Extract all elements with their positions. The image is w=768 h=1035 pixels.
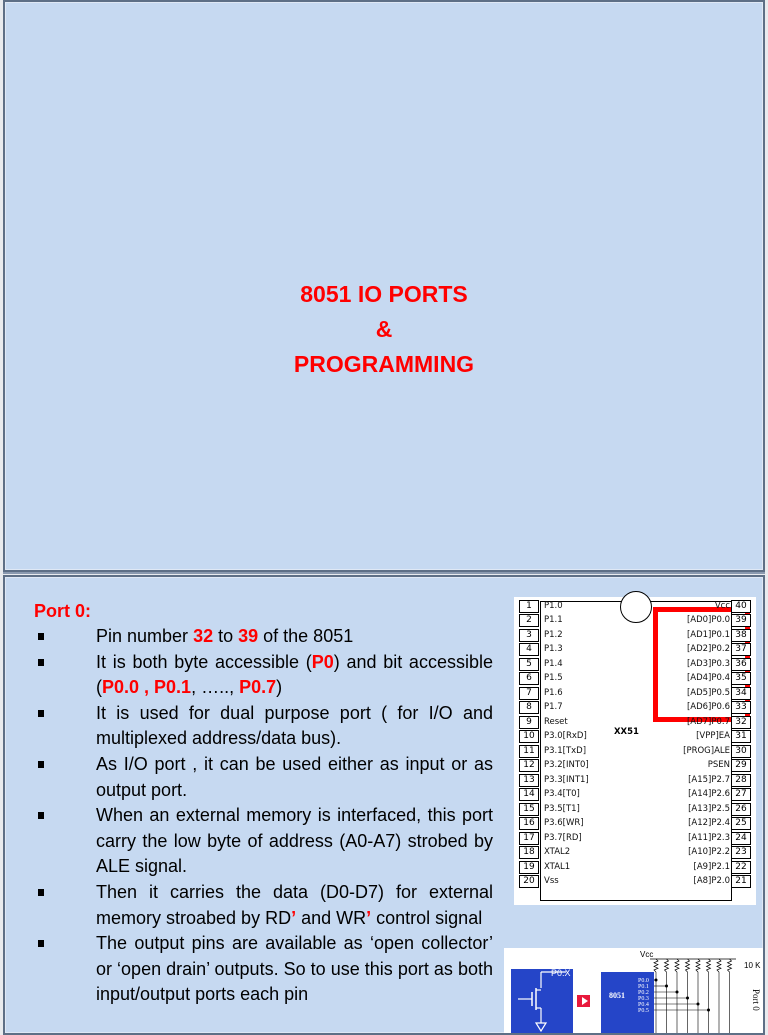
pin-label: [AD3]P0.3 xyxy=(686,658,730,669)
chip-notch xyxy=(620,591,652,623)
pin-label: [AD7]P0.7 xyxy=(686,716,730,727)
pin-number: 19 xyxy=(519,861,539,874)
pin-number: 33 xyxy=(731,701,751,714)
resistor-icon xyxy=(707,959,711,972)
pin-label: XTAL2 xyxy=(544,847,571,857)
pin-number: 10 xyxy=(519,730,539,743)
pin-number: 6 xyxy=(519,672,539,685)
bullet-text: It is both byte accessible ( xyxy=(96,651,312,672)
pin-number: 2 xyxy=(519,614,539,627)
pin-label: PSEN xyxy=(707,760,730,770)
pin-number: 24 xyxy=(731,832,751,845)
pin-label: P3.5[T1] xyxy=(544,803,580,814)
resistor-icon xyxy=(665,959,669,972)
highlight-text: ’ xyxy=(291,907,297,928)
pin-number: 4 xyxy=(519,643,539,656)
bullet-item xyxy=(33,624,493,650)
pin-label: [AD0]P0.0 xyxy=(686,615,730,625)
pin-number: 14 xyxy=(519,788,539,801)
title-slide xyxy=(3,0,765,572)
pin-number: 12 xyxy=(519,759,539,772)
circuit-pin: P0.3 xyxy=(638,996,649,1002)
title-line: & xyxy=(375,316,393,342)
bullet-list xyxy=(33,624,493,1008)
pin-number: 8 xyxy=(519,701,539,714)
pin-label: P1.0 xyxy=(544,600,563,611)
pin-number: 5 xyxy=(519,658,539,671)
bullet-text: When an external memory is interfaced, this port carry the low byte of address (A0-A7) strobed by ALE signal. xyxy=(96,805,493,877)
pin-diagram xyxy=(514,597,756,905)
pin-label: [A11]P2.3 xyxy=(688,832,730,843)
circuit-pin: P0.4 xyxy=(638,1002,649,1008)
pin-label: P3.1[TxD] xyxy=(544,745,587,756)
pin-label: P1.6 xyxy=(544,687,563,698)
pin-label: P3.2[INT0] xyxy=(544,760,589,770)
bullet-item xyxy=(33,752,493,803)
pin-number: 7 xyxy=(519,687,539,700)
pin-label: [VPP]EA xyxy=(696,731,730,741)
title-line: 8051 IO PORTS xyxy=(300,281,468,307)
pin-label: P3.4[T0] xyxy=(544,789,580,799)
port0-circuit xyxy=(504,948,765,1035)
pin-label: P1.7 xyxy=(544,702,563,712)
bullet-text: ) and bit accessible ( xyxy=(96,651,493,698)
pin-number: 11 xyxy=(519,745,539,758)
pin-label: Reset xyxy=(544,716,568,727)
highlight-text: P0.7 xyxy=(239,677,277,698)
pin-label: [A14]P2.6 xyxy=(688,789,730,799)
pin-number: 17 xyxy=(519,832,539,845)
vcc-label: Vcc xyxy=(640,950,654,959)
pin-label: [A12]P2.4 xyxy=(688,818,730,828)
bullet-text: The output pins are available as ‘open collector’ or ‘open drain’ outputs. So to use this port as both input/output ports each pin xyxy=(96,933,493,1005)
pin-number: 37 xyxy=(731,643,751,656)
pin-number: 25 xyxy=(731,817,751,830)
bullet-text: As I/O port , it can be used either as input or as output port. xyxy=(96,753,493,800)
highlight-text: P0.0 , P0.1 xyxy=(102,677,192,698)
highlight-text: 32 xyxy=(193,626,214,646)
pin-label: [A13]P2.5 xyxy=(688,803,730,814)
highlight-text: ’ xyxy=(366,907,372,928)
pin-number: 15 xyxy=(519,803,539,816)
pin-number: 27 xyxy=(731,788,751,801)
bullet-item xyxy=(33,650,493,701)
pin-number: 38 xyxy=(731,629,751,642)
pin-label: P3.6[WR] xyxy=(544,818,584,828)
pin-label: [PROG]ALE xyxy=(683,745,730,756)
pin-number: 1 xyxy=(519,600,539,613)
pin-label: P3.0[RxD] xyxy=(544,731,587,741)
pin-label: P3.3[INT1] xyxy=(544,774,589,785)
pin-number: 36 xyxy=(731,658,751,671)
pin-label: [AD5]P0.5 xyxy=(686,687,730,698)
resistor-icon xyxy=(686,959,690,972)
circuit-pin: P0.1 xyxy=(638,984,649,990)
pin-number: 29 xyxy=(731,759,751,772)
pin-label: [A8]P2.0 xyxy=(693,876,730,886)
title-line: PROGRAMMING xyxy=(293,351,475,377)
resistor-icon xyxy=(654,959,658,972)
pin-label: P1.5 xyxy=(544,673,563,683)
pin-label: Vss xyxy=(544,876,559,886)
circuit-schematic xyxy=(504,948,765,1035)
pullup-resistors xyxy=(654,959,732,972)
circuit-pin: P0.5 xyxy=(638,1008,649,1014)
bullet-item xyxy=(33,803,493,880)
resistor-icon xyxy=(717,959,721,972)
bullet-text: to xyxy=(213,626,239,646)
pin-label: [AD4]P0.4 xyxy=(686,673,730,683)
pin-number: 40 xyxy=(731,600,751,613)
bullet-text: It is used for dual purpose port ( for I/O and multiplexed address/data bus). xyxy=(96,702,493,749)
pin-number: 9 xyxy=(519,716,539,729)
pin-number: 13 xyxy=(519,774,539,787)
pin-number: 28 xyxy=(731,774,751,787)
bullet-text: control signal xyxy=(371,907,483,928)
pin-number: 18 xyxy=(519,846,539,859)
pin-label: P1.4 xyxy=(544,658,563,669)
pin-label: Vcc xyxy=(714,600,730,611)
pin-number: 22 xyxy=(731,861,751,874)
pin-label: P1.2 xyxy=(544,629,563,640)
port-label: Port 0 xyxy=(751,989,761,1011)
pin-number: 31 xyxy=(731,730,751,743)
resistor-icon xyxy=(696,959,700,972)
pin-number: 30 xyxy=(731,745,751,758)
pin-number: 3 xyxy=(519,629,539,642)
bullet-text: of the 8051 xyxy=(258,626,354,646)
bullet-text: , ….., xyxy=(191,677,240,698)
node-label: P0.X xyxy=(551,968,571,978)
highlight-text: 39 xyxy=(238,626,259,646)
bullet-text: ) xyxy=(276,677,283,698)
bullet-text: Pin number xyxy=(96,626,194,646)
bullet-text: Then it carries the data (D0-D7) for external memory stroabed by RD xyxy=(96,881,493,928)
pin-number: 21 xyxy=(731,875,751,888)
pin-number: 23 xyxy=(731,846,751,859)
pin-label: [A10]P2.2 xyxy=(688,847,730,857)
bullet-item xyxy=(33,931,493,1008)
bullet-item xyxy=(33,701,493,752)
slide-title xyxy=(5,277,763,382)
pin-label: P3.7[RD] xyxy=(544,832,582,843)
pin-label: P1.1 xyxy=(544,615,563,625)
pin-number: 16 xyxy=(519,817,539,830)
pin-number: 39 xyxy=(731,614,751,627)
bullet-item xyxy=(33,880,493,931)
port0-slide xyxy=(3,575,765,1035)
pin-label: [AD2]P0.2 xyxy=(686,644,730,654)
pin-label: [AD1]P0.1 xyxy=(686,629,730,640)
pin-number: 26 xyxy=(731,803,751,816)
resistor-icon xyxy=(675,959,679,972)
transistor-panel xyxy=(511,969,573,1035)
pin-label: XTAL1 xyxy=(544,861,571,872)
resistor-label: 10 K xyxy=(744,961,761,970)
chip-label: 8051 xyxy=(609,991,625,1000)
resistor-icon xyxy=(728,959,732,972)
pin-number: 34 xyxy=(731,687,751,700)
pin-number: 20 xyxy=(519,875,539,888)
bullet-text: and WR xyxy=(296,907,367,928)
pin-number: 32 xyxy=(731,716,751,729)
pin-number: 35 xyxy=(731,672,751,685)
highlight-text: P0 xyxy=(311,651,334,672)
pin-label: [AD6]P0.6 xyxy=(686,702,730,712)
circuit-pin: P0.0 xyxy=(638,978,649,984)
circuit-pin: P0.2 xyxy=(638,990,649,996)
pin-label: P1.3 xyxy=(544,644,563,654)
pin-label: [A9]P2.1 xyxy=(693,861,730,872)
part-name: XX51 xyxy=(614,727,639,737)
pin-label: [A15]P2.7 xyxy=(688,774,730,785)
section-heading: Port 0: xyxy=(34,601,92,621)
